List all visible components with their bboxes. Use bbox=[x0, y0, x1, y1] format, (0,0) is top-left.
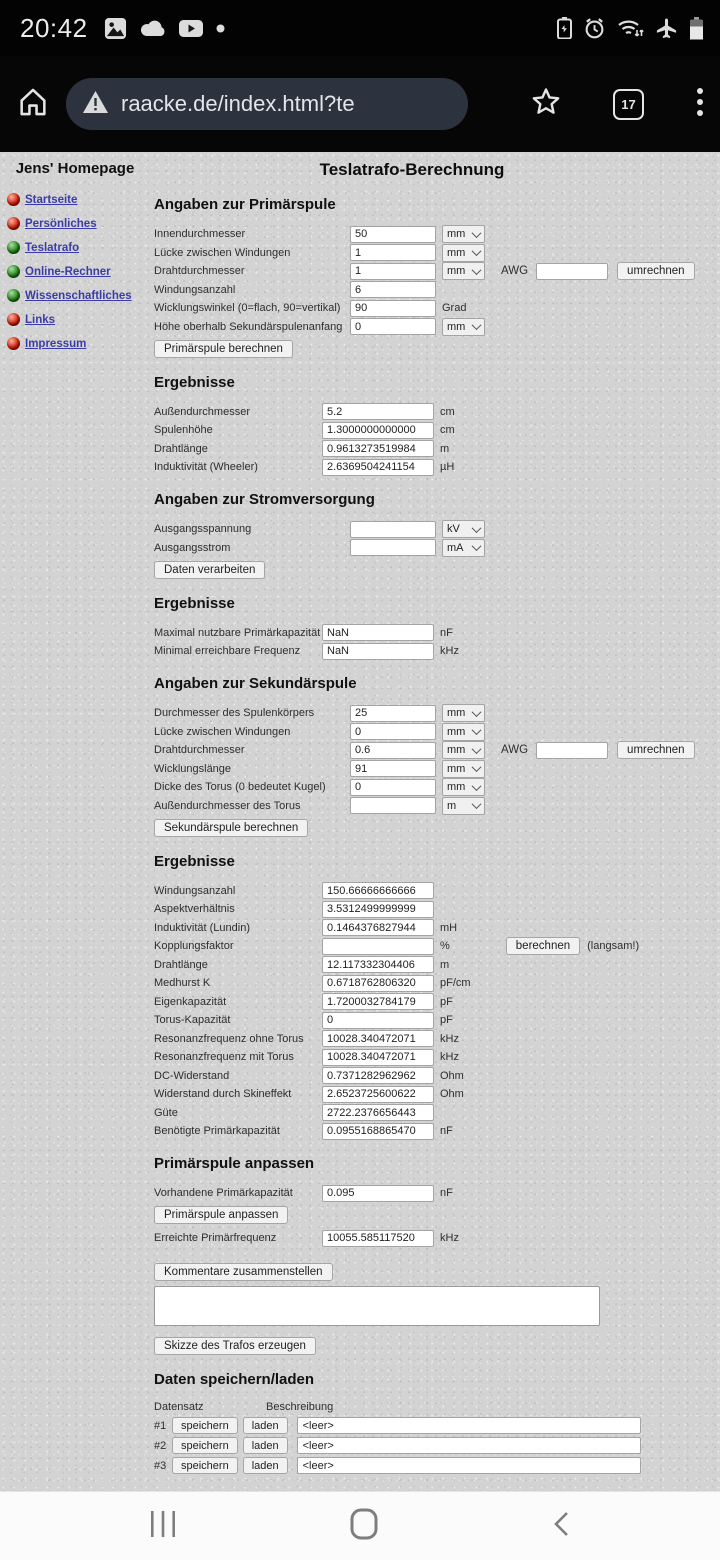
sidebar-link-label: Online-Rechner bbox=[25, 265, 111, 278]
sidebar-item[interactable] bbox=[7, 313, 150, 326]
form-row bbox=[154, 1105, 710, 1121]
form-row bbox=[154, 1086, 710, 1102]
form-row bbox=[154, 459, 710, 475]
chevron-down-icon bbox=[472, 707, 482, 717]
chevron-down-icon bbox=[472, 523, 482, 533]
form-row bbox=[154, 226, 710, 242]
note-label: (langsam!) bbox=[587, 940, 640, 952]
field-label: Innendurchmesser bbox=[154, 228, 246, 240]
col-dataset: Datensatz bbox=[154, 1401, 204, 1413]
field-label: Drahtdurchmesser bbox=[154, 744, 245, 756]
address-bar[interactable] bbox=[66, 78, 468, 130]
form-row bbox=[154, 1031, 710, 1047]
field-label: Lücke zwischen Windungen bbox=[154, 246, 291, 259]
unit-select-value: mm bbox=[447, 744, 466, 756]
unit-select-value: m bbox=[447, 799, 457, 812]
unit-label: m bbox=[440, 958, 450, 971]
field-label: Medhurst K bbox=[154, 977, 211, 989]
load-button[interactable]: laden bbox=[243, 1417, 288, 1434]
airplane-mode-icon bbox=[655, 17, 678, 40]
unit-label: nF bbox=[440, 626, 453, 639]
field-input[interactable] bbox=[322, 919, 434, 936]
unit-select[interactable] bbox=[442, 741, 485, 759]
form-row bbox=[154, 705, 710, 721]
save-row bbox=[154, 1417, 710, 1434]
unit-label: m bbox=[440, 442, 450, 455]
form-row bbox=[154, 540, 710, 556]
field-label: Induktivität (Wheeler) bbox=[154, 461, 258, 473]
section-button[interactable]: Sekundärspule berechnen bbox=[154, 819, 308, 837]
sidebar-item[interactable] bbox=[7, 337, 150, 350]
save-button[interactable]: speichern bbox=[172, 1417, 238, 1434]
form-row bbox=[154, 404, 710, 420]
alarm-icon bbox=[583, 17, 606, 40]
section-button-row bbox=[154, 339, 710, 358]
browser-toolbar bbox=[0, 56, 720, 152]
unit-label: cm bbox=[440, 405, 455, 418]
chevron-down-icon bbox=[472, 725, 482, 735]
field-input[interactable] bbox=[322, 901, 434, 918]
unit-select-value: kV bbox=[447, 523, 460, 535]
sidebar-link-label: Persönliches bbox=[25, 217, 97, 230]
bullet-icon bbox=[7, 265, 20, 278]
field-input[interactable] bbox=[322, 1012, 434, 1029]
unit-select[interactable] bbox=[442, 225, 485, 243]
field-label: Aspektverhältnis bbox=[154, 903, 235, 915]
field-label: Drahtlänge bbox=[154, 958, 208, 971]
back-button[interactable] bbox=[552, 1510, 570, 1543]
field-label: Außendurchmesser des Torus bbox=[154, 799, 301, 812]
clock: 20:42 bbox=[20, 12, 88, 43]
unit-select[interactable] bbox=[442, 318, 485, 336]
form-row bbox=[154, 1123, 710, 1139]
description-input[interactable] bbox=[297, 1417, 641, 1434]
unit-select[interactable] bbox=[442, 244, 485, 262]
section-results-secondary bbox=[154, 853, 710, 1140]
unit-label: Ohm bbox=[440, 1088, 464, 1100]
field-input[interactable] bbox=[322, 1123, 434, 1140]
field-label: Windungsanzahl bbox=[154, 884, 236, 897]
section-button[interactable]: Primärspule berechnen bbox=[154, 340, 293, 358]
unit-select-value: mm bbox=[447, 228, 466, 240]
field-input[interactable] bbox=[322, 882, 434, 899]
chevron-down-icon bbox=[472, 781, 482, 791]
bookmark-star-icon[interactable] bbox=[529, 85, 563, 124]
field-label: Ausgangsspannung bbox=[154, 523, 252, 535]
save-row bbox=[154, 1457, 710, 1474]
tab-switcher[interactable]: 17 bbox=[613, 89, 644, 120]
save-row bbox=[154, 1437, 710, 1454]
field-input[interactable] bbox=[350, 226, 436, 243]
field-input[interactable] bbox=[322, 440, 434, 457]
field-label: Drahtlänge bbox=[154, 442, 208, 455]
field-label: Wicklungswinkel (0=flach, 90=vertikal) bbox=[154, 302, 341, 314]
bullet-icon bbox=[7, 337, 20, 350]
form-button[interactable]: Primärspule anpassen bbox=[154, 1206, 288, 1224]
awg-input[interactable] bbox=[536, 263, 608, 280]
form-row bbox=[154, 1012, 710, 1028]
field-input[interactable] bbox=[350, 705, 436, 722]
battery-saver-icon bbox=[557, 17, 572, 39]
load-button[interactable]: laden bbox=[243, 1437, 288, 1454]
form-row bbox=[154, 300, 710, 316]
field-input[interactable] bbox=[322, 1030, 434, 1047]
sidebar-item[interactable] bbox=[7, 217, 150, 230]
battery-icon bbox=[689, 17, 704, 40]
section-results-primary bbox=[154, 374, 710, 476]
field-input[interactable] bbox=[322, 975, 434, 992]
field-label: Höhe oberhalb Sekundärspulenanfang bbox=[154, 320, 343, 333]
form-row bbox=[154, 1185, 710, 1201]
form-row bbox=[154, 282, 710, 298]
section-adapt bbox=[154, 1155, 710, 1246]
warning-icon[interactable] bbox=[82, 90, 109, 119]
unit-select-value: mm bbox=[447, 725, 466, 738]
url-text[interactable]: raacke.de/index.html?te bbox=[121, 91, 355, 116]
field-input[interactable] bbox=[322, 1230, 434, 1247]
awg-label: AWG bbox=[501, 744, 529, 756]
cloud-icon bbox=[140, 19, 166, 37]
form-row bbox=[154, 761, 710, 777]
unit-label: kHz bbox=[440, 1051, 459, 1063]
form-row bbox=[154, 422, 710, 438]
field-input[interactable] bbox=[350, 300, 436, 317]
field-label: Dicke des Torus (0 bedeutet Kugel) bbox=[154, 781, 326, 793]
field-input[interactable] bbox=[322, 643, 434, 660]
menu-kebab-icon[interactable] bbox=[696, 85, 704, 124]
awg-convert-button[interactable]: umrechnen bbox=[617, 741, 695, 759]
field-label: Windungsanzahl bbox=[154, 283, 236, 296]
unit-select-value: mA bbox=[447, 541, 464, 554]
load-button[interactable]: laden bbox=[243, 1457, 288, 1474]
bullet-icon bbox=[7, 193, 20, 206]
bullet-icon bbox=[7, 217, 20, 230]
unit-select-value: mm bbox=[447, 320, 466, 333]
unit-select[interactable] bbox=[442, 760, 485, 778]
field-input[interactable] bbox=[350, 244, 436, 261]
unit-label: pF bbox=[440, 1014, 453, 1026]
field-input[interactable] bbox=[350, 779, 436, 796]
field-input[interactable] bbox=[322, 422, 434, 439]
unit-select[interactable] bbox=[442, 797, 485, 815]
field-input[interactable] bbox=[322, 1104, 434, 1121]
save-rows bbox=[154, 1417, 710, 1474]
unit-label: nF bbox=[440, 1125, 453, 1137]
sidebar-link-label: Teslatrafo bbox=[25, 241, 80, 254]
form-row bbox=[154, 883, 710, 899]
field-label: Spulenhöhe bbox=[154, 424, 213, 436]
section-heading: Angaben zur Stromversorgung bbox=[154, 491, 375, 508]
field-input[interactable] bbox=[322, 938, 434, 955]
chevron-down-icon bbox=[472, 541, 482, 551]
field-label: Durchmesser des Spulenkörpers bbox=[154, 707, 315, 719]
awg-input[interactable] bbox=[536, 742, 608, 759]
field-label: Widerstand durch Skineffekt bbox=[154, 1088, 292, 1100]
unit-label: kHz bbox=[440, 645, 459, 657]
description-input[interactable] bbox=[297, 1457, 641, 1474]
bullet-icon bbox=[7, 289, 20, 302]
form-row bbox=[154, 798, 710, 814]
sidebar-item[interactable] bbox=[7, 265, 150, 278]
field-input[interactable] bbox=[322, 956, 434, 973]
field-input[interactable] bbox=[350, 263, 436, 280]
chevron-down-icon bbox=[472, 744, 482, 754]
form-row bbox=[154, 938, 710, 954]
form-row bbox=[154, 779, 710, 795]
sketch-button[interactable]: Skizze des Trafos erzeugen bbox=[154, 1337, 316, 1355]
chevron-down-icon bbox=[472, 246, 482, 256]
form-row bbox=[154, 901, 710, 917]
save-table-header bbox=[154, 1401, 710, 1413]
field-label: Drahtdurchmesser bbox=[154, 265, 245, 277]
unit-select[interactable] bbox=[442, 704, 485, 722]
field-label: Güte bbox=[154, 1106, 178, 1119]
sidebar-link-label: Links bbox=[25, 313, 56, 326]
section-comments bbox=[154, 1262, 710, 1355]
unit-label: % bbox=[440, 940, 450, 952]
section-heading: Daten speichern/laden bbox=[154, 1371, 315, 1388]
awg-label: AWG bbox=[501, 265, 529, 277]
section-heading: Ergebnisse bbox=[154, 373, 235, 391]
field-input[interactable] bbox=[350, 723, 436, 740]
sidebar-title: Jens' Homepage bbox=[15, 160, 135, 177]
home-button[interactable] bbox=[350, 1508, 378, 1545]
field-input[interactable] bbox=[350, 539, 436, 556]
form-row bbox=[154, 975, 710, 991]
field-input[interactable] bbox=[350, 797, 436, 814]
unit-select-value: mm bbox=[447, 246, 466, 259]
field-input[interactable] bbox=[322, 993, 434, 1010]
field-input[interactable] bbox=[322, 624, 434, 641]
section-heading: Ergebnisse bbox=[154, 594, 235, 612]
form-row bbox=[154, 441, 710, 457]
section-power bbox=[154, 491, 710, 579]
notification-dot bbox=[216, 24, 225, 33]
section-results-power bbox=[154, 595, 710, 660]
section-button[interactable]: Daten verarbeiten bbox=[154, 561, 265, 579]
field-input[interactable] bbox=[322, 403, 434, 420]
home-icon[interactable] bbox=[16, 85, 50, 124]
col-description: Beschreibung bbox=[266, 1401, 334, 1413]
section-heading: Ergebnisse bbox=[154, 852, 235, 870]
section-heading: Angaben zur Primärspule bbox=[154, 196, 336, 213]
field-label: DC-Widerstand bbox=[154, 1069, 230, 1082]
android-nav-bar bbox=[0, 1491, 720, 1560]
form-row bbox=[154, 643, 710, 659]
save-button[interactable]: speichern bbox=[172, 1457, 238, 1474]
field-label: Kopplungsfaktor bbox=[154, 940, 234, 952]
bullet-icon bbox=[7, 313, 20, 326]
form-sections bbox=[154, 196, 710, 1246]
awg-convert-button[interactable]: umrechnen bbox=[617, 262, 695, 280]
unit-label: Grad bbox=[442, 302, 467, 314]
field-input[interactable] bbox=[322, 1086, 434, 1103]
section-save-load bbox=[154, 1371, 710, 1474]
unit-label: Ohm bbox=[440, 1069, 464, 1082]
section-secondary bbox=[154, 675, 710, 837]
sidebar-item[interactable] bbox=[7, 193, 150, 206]
field-label: Maximal nutzbare Primärkapazität bbox=[154, 626, 321, 639]
sidebar-nav bbox=[0, 193, 150, 350]
unit-label: kHz bbox=[440, 1232, 459, 1244]
field-label: Resonanzfrequenz ohne Torus bbox=[154, 1032, 304, 1045]
field-input[interactable] bbox=[322, 1067, 434, 1084]
field-label: Resonanzfrequenz mit Torus bbox=[154, 1051, 294, 1063]
unit-select-value: mm bbox=[447, 707, 466, 719]
field-label: Ausgangsstrom bbox=[154, 541, 231, 554]
section-heading: Angaben zur Sekundärspule bbox=[154, 675, 357, 692]
field-input[interactable] bbox=[322, 459, 434, 476]
form-row bbox=[154, 1230, 710, 1246]
bullet-icon bbox=[7, 241, 20, 254]
unit-label: kHz bbox=[440, 1032, 459, 1045]
form-row bbox=[154, 319, 710, 335]
description-input[interactable] bbox=[297, 1437, 641, 1454]
sidebar-link-label: Impressum bbox=[25, 337, 87, 350]
form-button-row bbox=[154, 1205, 710, 1224]
field-label: Induktivität (Lundin) bbox=[154, 921, 250, 934]
field-label: Erreichte Primärfrequenz bbox=[154, 1232, 277, 1244]
status-bar bbox=[0, 0, 720, 56]
chevron-down-icon bbox=[472, 799, 482, 809]
form-row bbox=[154, 724, 710, 740]
section-heading: Primärspule anpassen bbox=[154, 1155, 315, 1172]
chevron-down-icon bbox=[472, 265, 482, 275]
form-row bbox=[154, 742, 710, 758]
page-title: Teslatrafo-Berechnung bbox=[319, 160, 505, 179]
chevron-down-icon bbox=[472, 320, 482, 330]
field-input[interactable] bbox=[350, 760, 436, 777]
gallery-icon bbox=[104, 17, 127, 40]
form-row bbox=[154, 521, 710, 537]
section-button-row bbox=[154, 560, 710, 579]
unit-select[interactable] bbox=[442, 262, 485, 280]
field-label: Eigenkapazität bbox=[154, 995, 227, 1008]
save-button[interactable]: speichern bbox=[172, 1437, 238, 1454]
form-row bbox=[154, 245, 710, 261]
sidebar-item[interactable] bbox=[7, 241, 150, 254]
chevron-down-icon bbox=[472, 762, 482, 772]
unit-label: cm bbox=[440, 424, 455, 436]
calc-button[interactable]: berechnen bbox=[506, 937, 580, 955]
field-label: Wicklungslänge bbox=[154, 762, 232, 775]
unit-label: pF bbox=[440, 995, 453, 1008]
field-input[interactable] bbox=[350, 742, 436, 759]
field-input[interactable] bbox=[350, 281, 436, 298]
sidebar bbox=[0, 152, 150, 361]
field-label: Torus-Kapazität bbox=[154, 1014, 231, 1026]
unit-label: nF bbox=[440, 1187, 453, 1199]
field-input[interactable] bbox=[322, 1185, 434, 1202]
main-content bbox=[152, 152, 720, 1474]
form-row bbox=[154, 1068, 710, 1084]
unit-select[interactable] bbox=[442, 778, 485, 796]
sidebar-item[interactable] bbox=[7, 289, 150, 302]
unit-label: pF/cm bbox=[440, 977, 471, 989]
sidebar-link-label: Startseite bbox=[25, 193, 78, 206]
compose-comments-button[interactable]: Kommentare zusammenstellen bbox=[154, 1263, 333, 1281]
unit-select[interactable] bbox=[442, 723, 485, 741]
youtube-icon bbox=[179, 20, 203, 37]
field-label: Vorhandene Primärkapazität bbox=[154, 1187, 293, 1199]
chevron-down-icon bbox=[472, 228, 482, 238]
comment-textarea[interactable] bbox=[154, 1286, 600, 1326]
field-label: Außendurchmesser bbox=[154, 405, 250, 418]
form-row bbox=[154, 920, 710, 936]
form-row bbox=[154, 1049, 710, 1065]
field-label: Lücke zwischen Windungen bbox=[154, 725, 291, 738]
field-input[interactable] bbox=[350, 318, 436, 335]
field-label: Minimal erreichbare Frequenz bbox=[154, 645, 301, 657]
sidebar-link-label: Wissenschaftliches bbox=[25, 289, 132, 302]
dataset-number: #3 bbox=[154, 1459, 167, 1472]
recents-button[interactable] bbox=[150, 1510, 176, 1543]
form-row bbox=[154, 957, 710, 973]
unit-select-value: mm bbox=[447, 265, 466, 277]
form-row bbox=[154, 625, 710, 641]
unit-select-value: mm bbox=[447, 781, 466, 793]
section-button-row bbox=[154, 818, 710, 837]
unit-label: µH bbox=[440, 461, 455, 473]
unit-select[interactable] bbox=[442, 520, 485, 538]
wifi-data-icon bbox=[617, 17, 644, 39]
form-row bbox=[154, 994, 710, 1010]
unit-select-value: mm bbox=[447, 762, 466, 775]
unit-label: mH bbox=[440, 921, 458, 934]
web-page bbox=[0, 152, 720, 1491]
section-primary bbox=[154, 196, 710, 358]
field-input[interactable] bbox=[350, 521, 436, 538]
field-input[interactable] bbox=[322, 1049, 434, 1066]
form-row bbox=[154, 263, 710, 279]
dataset-number: #1 bbox=[154, 1419, 167, 1432]
unit-select[interactable] bbox=[442, 539, 485, 557]
dataset-number: #2 bbox=[154, 1439, 167, 1452]
field-label: Benötigte Primärkapazität bbox=[154, 1125, 280, 1137]
